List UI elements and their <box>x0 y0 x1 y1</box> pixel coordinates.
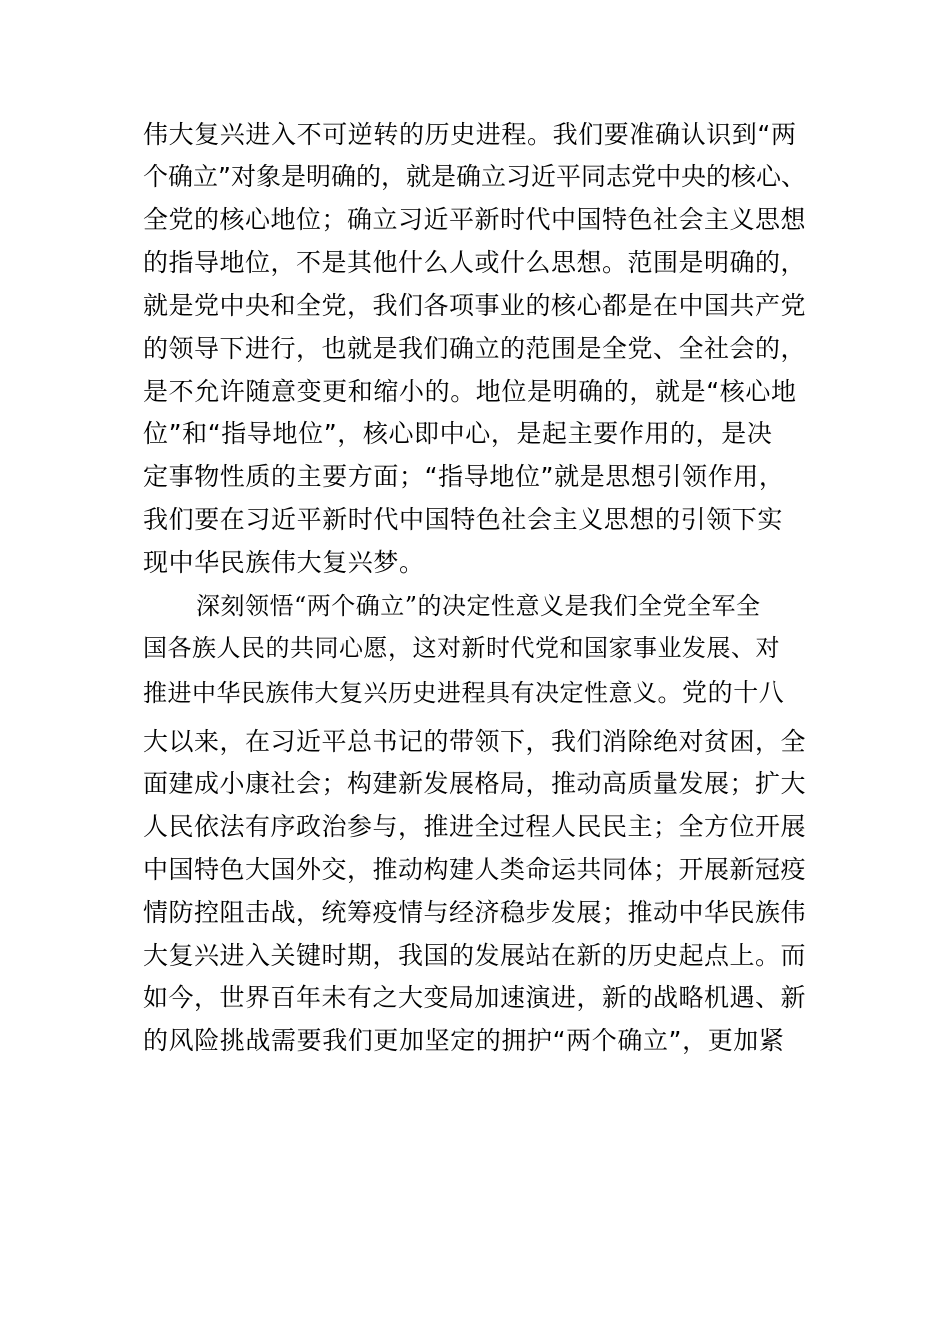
paragraph2-line-serif: 国各族人民的共同心愿，这对新时代党和国家事业发展、对 <box>143 634 780 662</box>
paragraph2-mixed-line <box>143 680 784 705</box>
paragraph2-line: 如今，世界百年未有之大变局加速演进，新的战略机遇、新 <box>143 983 807 1012</box>
paragraph1-line: 的指导地位，不是其他什么人或什么思想。范围是明确的， <box>143 248 807 277</box>
paragraph1-line: 定事物性质的主要方面；“指导地位”就是思想引领作用， <box>143 462 785 491</box>
paragraph2-line-serif: 推进中华民族伟大复兴历史进程具有决定性意义。 <box>143 679 682 707</box>
paragraph2-line-tail: 党的十八 <box>682 678 785 707</box>
paragraph2-line: 的风险挑战需要我们更加坚定的拥护“两个确立”，更加紧 <box>143 1026 785 1055</box>
paragraph1-line: 伟大复兴进入不可逆转的历史进程。我们要准确认识到“两 <box>143 120 797 149</box>
paragraph1-line: 的领导下进行，也就是我们确立的范围是全党、全社会的， <box>143 334 807 363</box>
paragraph2-line: 面建成小康社会；构建新发展格局，推动高质量发展；扩大 <box>143 769 807 798</box>
paragraph1-line: 我们要在习近平新时代中国特色社会主义思想的引领下实 <box>143 505 784 534</box>
paragraph2-line: 大以来，在习近平总书记的带领下，我们消除绝对贫困，全 <box>143 727 807 756</box>
paragraph1-line: 是不允许随意变更和缩小的。地位是明确的，就是“核心地 <box>143 377 797 406</box>
paragraph2-line: 中国特色大国外交，推动构建人类命运共同体；开展新冠疫 <box>143 855 807 884</box>
paragraph1-line: 个确立”对象是明确的，就是确立习近平同志党中央的核心、 <box>143 162 806 191</box>
paragraph1-line: 就是党中央和全党，我们各项事业的核心都是在中国共产党 <box>143 291 807 320</box>
paragraph1-line: 现中华民族伟大复兴梦。 <box>143 548 425 577</box>
paragraph1-line: 位”和“指导地位”，核心即中心，是起主要作用的，是决 <box>143 419 773 448</box>
paragraph1-line: 全党的核心地位；确立习近平新时代中国特色社会主义思想 <box>143 205 807 234</box>
paragraph2-line-serif: 深刻领悟“两个确立”的决定性意义是我们全党全军全 <box>196 592 761 620</box>
paragraph2-line: 情防控阻击战，统筹疫情与经济稳步发展；推动中华民族伟 <box>143 898 807 927</box>
paragraph2-line: 人民依法有序政治参与，推进全过程人民民主；全方位开展 <box>143 812 807 841</box>
paragraph2-line: 大复兴进入关键时期，我国的发展站在新的历史起点上。而 <box>143 941 807 970</box>
